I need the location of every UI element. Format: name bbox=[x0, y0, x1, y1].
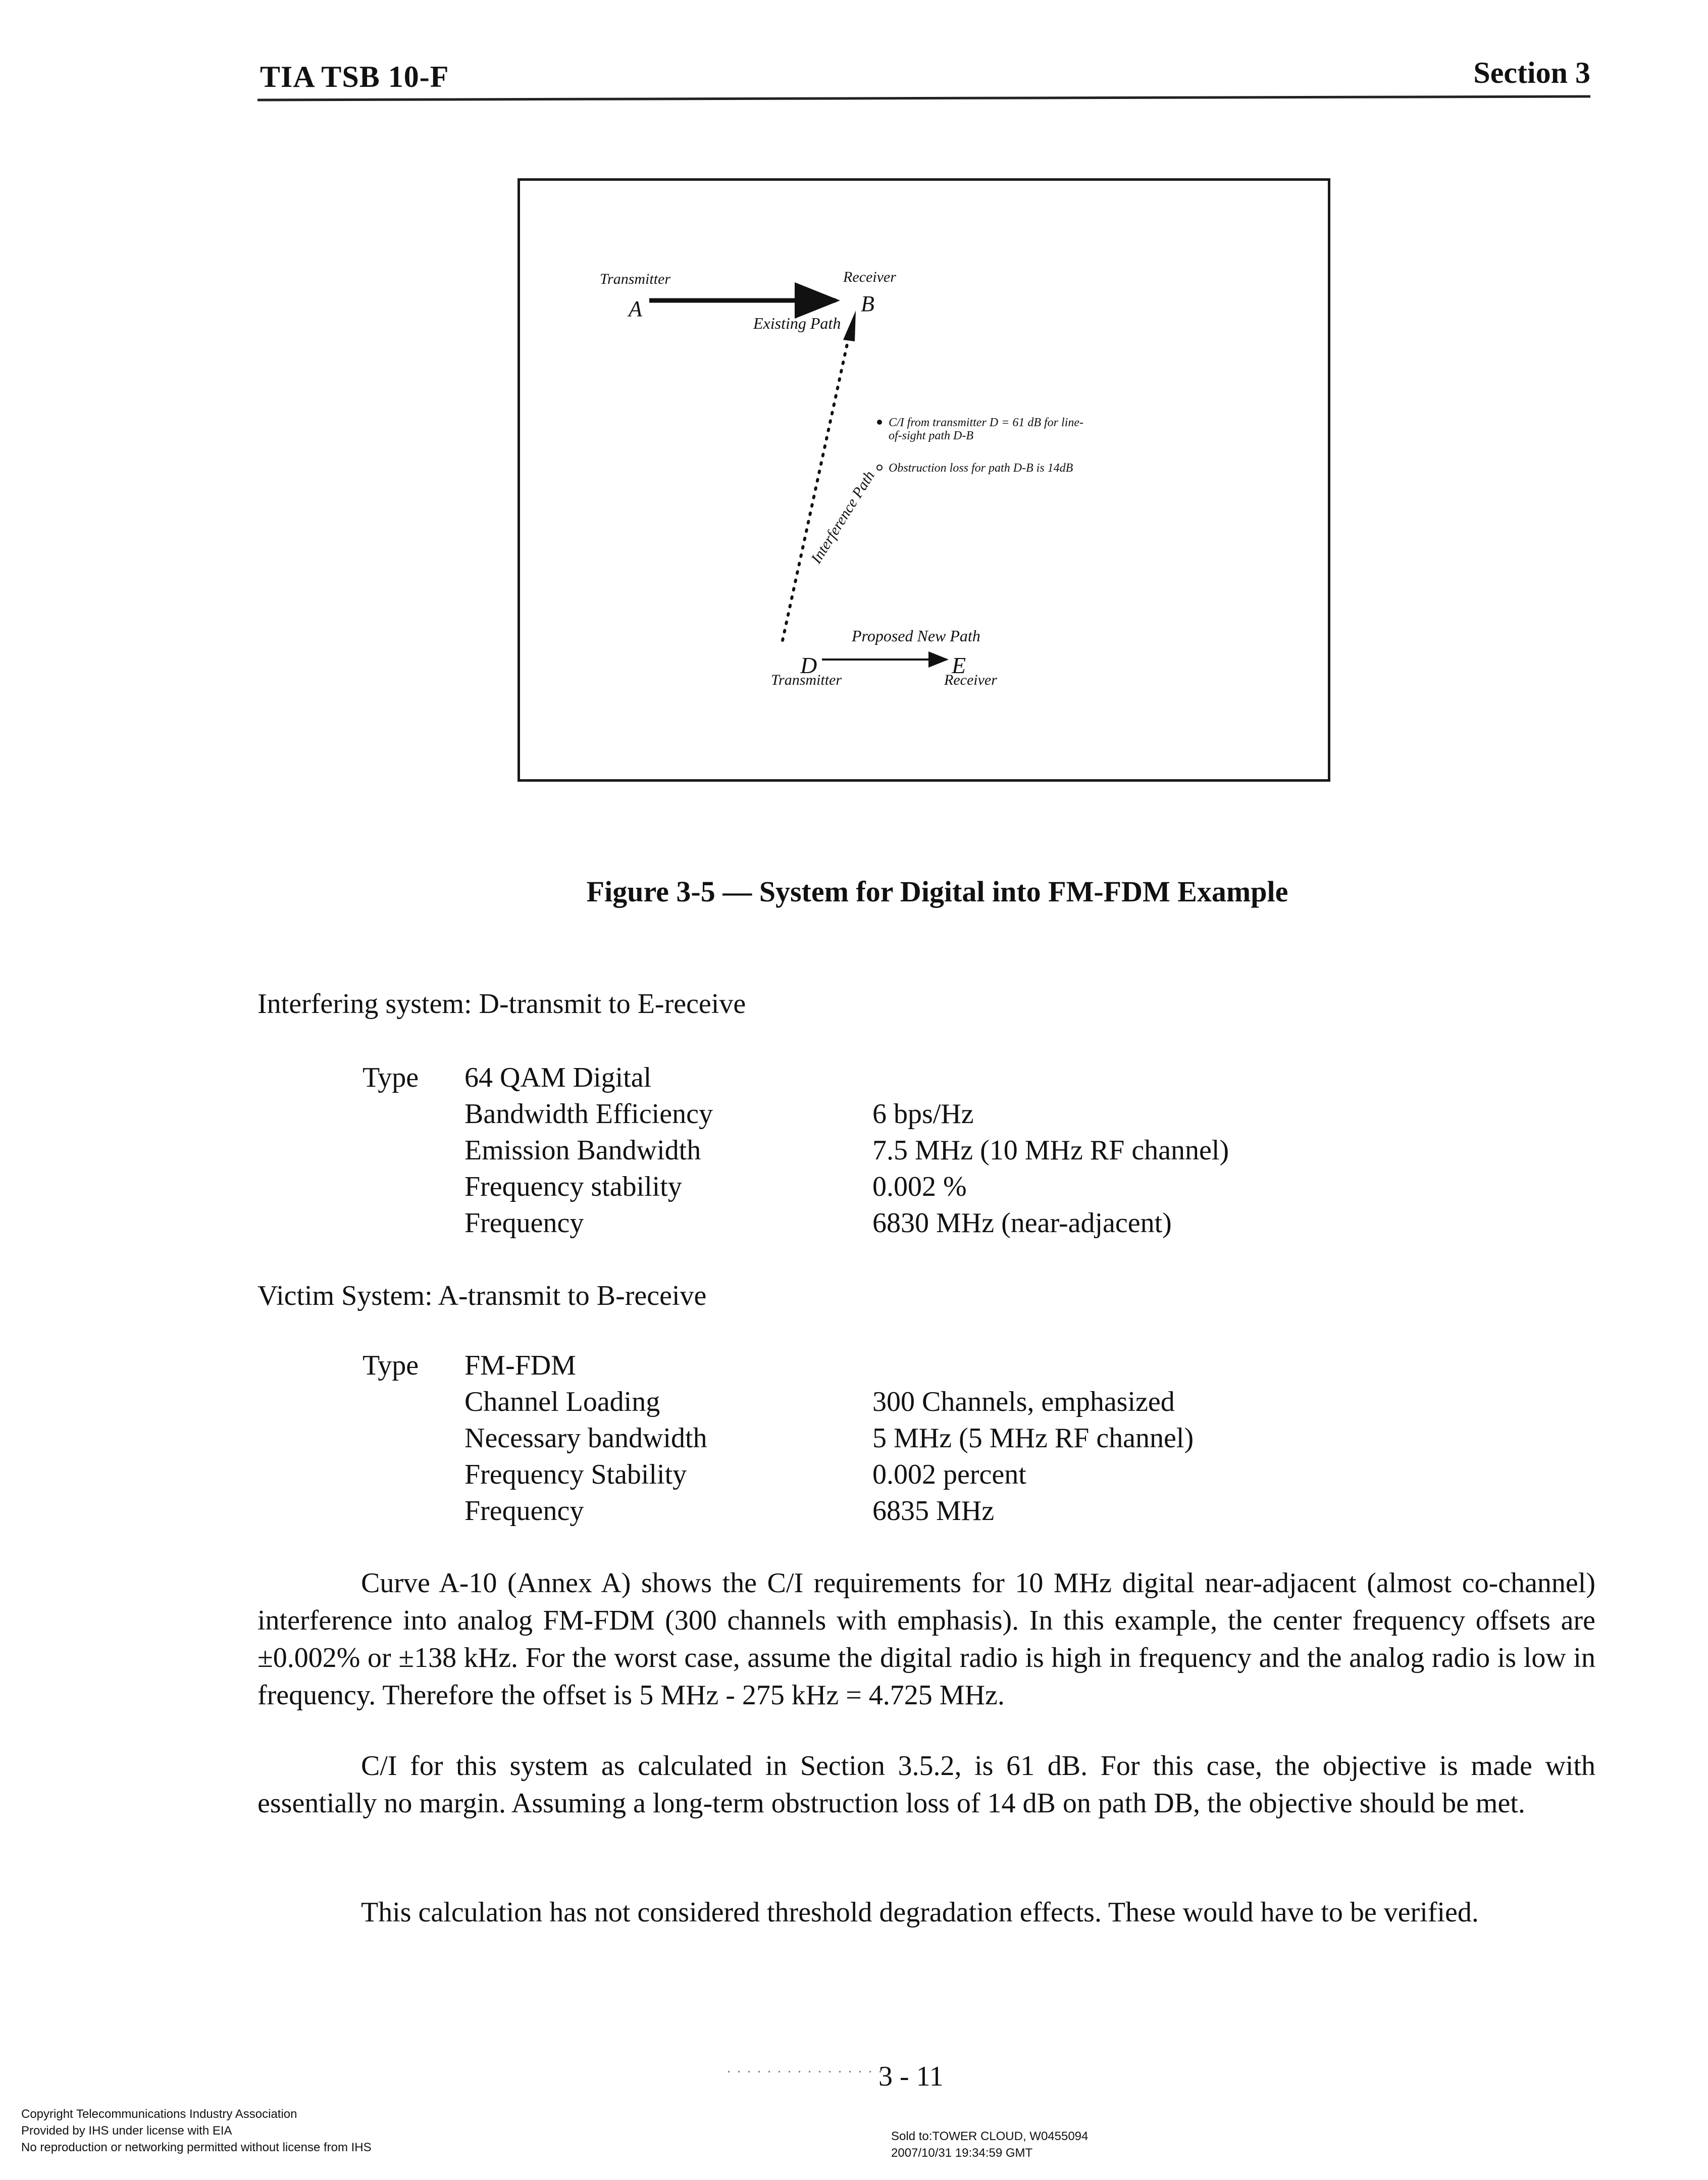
spec-label: Channel Loading bbox=[464, 1386, 660, 1417]
label-existing-path: Existing Path bbox=[753, 314, 841, 332]
paragraph-text: C/I for this system as calculated in Section 3.5.2, is 61 dB. For this case, the objective is made with essentially no margin. Assuming a long-term obstruction loss of 14 dB on path DB, the objective should be met. bbox=[257, 1750, 1595, 1819]
document-id: TIA TSB 10-F bbox=[260, 60, 449, 93]
reproduction-line: No reproduction or networking permitted without license from IHS bbox=[21, 2141, 372, 2154]
label-receiver-e: Receiver bbox=[944, 672, 997, 688]
victim-heading: Victim System: A-transmit to B-receive bbox=[257, 1280, 707, 1311]
page-number: 3 - 11 bbox=[878, 2061, 944, 2092]
copyright-notice bbox=[21, 2106, 372, 2156]
node-e: E bbox=[952, 652, 966, 678]
figure-caption: Figure 3-5 — System for Digital into FM-FDM Example bbox=[586, 875, 1288, 908]
spec-value: 6 bps/Hz bbox=[872, 1098, 974, 1130]
spec-label: Emission Bandwidth bbox=[464, 1135, 701, 1166]
label-transmitter-d: Transmitter bbox=[771, 672, 842, 688]
label-receiver-b: Receiver bbox=[843, 269, 896, 285]
interfering-type-value: 64 QAM Digital bbox=[464, 1062, 652, 1093]
paragraph-text: This calculation has not considered threshold degradation effects. These would have to be verified. bbox=[361, 1897, 1479, 1928]
interference-arrowhead-icon bbox=[843, 311, 856, 341]
spec-value: 5 MHz (5 MHz RF channel) bbox=[872, 1423, 1194, 1454]
scan-artifact-dots: . . . . . . . . . . . . . . . . bbox=[727, 2060, 884, 2076]
spec-label: Frequency stability bbox=[464, 1171, 682, 1202]
spec-label: Necessary bandwidth bbox=[464, 1423, 707, 1454]
label-interference-path: Interference Path bbox=[807, 468, 878, 567]
label-proposed-path: Proposed New Path bbox=[852, 627, 980, 645]
note-obstruction: Obstruction loss for path D-B is 14dB bbox=[889, 462, 1073, 475]
spec-label: Bandwidth Efficiency bbox=[464, 1098, 713, 1130]
node-a: A bbox=[629, 296, 642, 321]
spec-value: 6835 MHz bbox=[872, 1495, 995, 1527]
paragraph-text: Curve A-10 (Annex A) shows the C/I requirements for 10 MHz digital near-adjacent (almost co-channel) interference into analog FM-FDM (300 channels with emphasis). In this example, the center frequency offsets are ±0.002% or ±138 kHz. For the worst case, assume the digital radio is high in frequency and the analog radio is low in frequency. Therefore the offset is 5 MHz - 275 kHz = 4.725 MHz. bbox=[257, 1567, 1595, 1711]
note-ci-line2: of-sight path D-B bbox=[889, 429, 973, 442]
interference-diagram bbox=[520, 181, 1333, 784]
header-rule bbox=[257, 95, 1590, 102]
section-label: Section 3 bbox=[1473, 56, 1590, 89]
spec-value: 6830 MHz (near-adjacent) bbox=[872, 1207, 1172, 1239]
spec-label: Frequency bbox=[464, 1495, 584, 1527]
sold-to-line: Sold to:TOWER CLOUD, W0455094 bbox=[891, 2130, 1089, 2143]
interfering-type-label: Type bbox=[363, 1062, 419, 1093]
label-transmitter-a: Transmitter bbox=[600, 271, 671, 287]
spec-value: 7.5 MHz (10 MHz RF channel) bbox=[872, 1135, 1229, 1166]
interfering-heading: Interfering system: D-transmit to E-receive bbox=[257, 988, 746, 1020]
license-line: Provided by IHS under license with EIA bbox=[21, 2124, 232, 2138]
copyright-line: Copyright Telecommunications Industry Association bbox=[21, 2107, 297, 2121]
figure-diagram bbox=[517, 178, 1330, 782]
bullet-icon bbox=[877, 465, 882, 470]
spec-value: 300 Channels, emphasized bbox=[872, 1386, 1175, 1417]
bullet-icon bbox=[877, 420, 882, 425]
node-b: B bbox=[861, 291, 874, 316]
interference-path-dotted bbox=[783, 335, 849, 640]
spec-label: Frequency bbox=[464, 1207, 584, 1239]
spec-value: 0.002 % bbox=[872, 1171, 967, 1202]
sale-stamp bbox=[891, 2128, 1088, 2161]
paragraph-threshold-note bbox=[257, 1894, 1595, 1931]
spec-label: Frequency Stability bbox=[464, 1459, 687, 1490]
paragraph-curve-a10 bbox=[257, 1564, 1595, 1714]
note-ci-line1: C/I from transmitter D = 61 dB for line- bbox=[889, 416, 1083, 429]
victim-type-value: FM-FDM bbox=[464, 1350, 576, 1381]
timestamp-line: 2007/10/31 19:34:59 GMT bbox=[891, 2146, 1033, 2160]
node-d: D bbox=[800, 652, 817, 678]
spec-value: 0.002 percent bbox=[872, 1459, 1026, 1490]
paragraph-ci-result bbox=[257, 1747, 1595, 1822]
victim-type-label: Type bbox=[363, 1350, 419, 1381]
